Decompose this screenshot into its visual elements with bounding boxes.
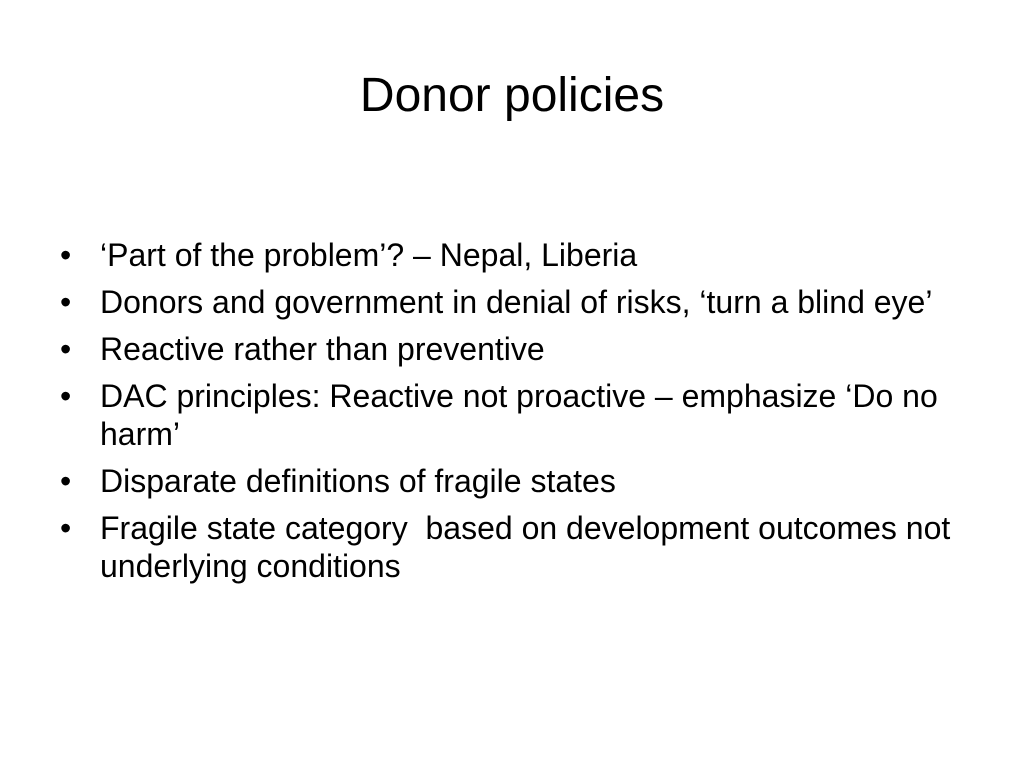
bullet-dot-icon: •: [60, 331, 72, 367]
bullet-item: [60, 462, 970, 500]
bullet-item: [60, 236, 970, 274]
bullet-text: Donors and government in denial of risks, ‘turn a blind eye’: [100, 284, 933, 320]
bullet-dot-icon: •: [60, 378, 72, 414]
bullet-dot-icon: •: [60, 237, 72, 273]
bullet-text: ‘Part of the problem’? – Nepal, Liberia: [100, 237, 638, 273]
bullet-item: [60, 330, 970, 368]
bullet-text: Disparate definitions of fragile states: [100, 463, 616, 499]
bullet-dot-icon: •: [60, 510, 72, 546]
bullet-item: [60, 283, 970, 321]
bullet-item: [60, 509, 970, 585]
bullet-text: Reactive rather than preventive: [100, 331, 545, 367]
bullet-list: [60, 236, 970, 594]
bullet-dot-icon: •: [60, 463, 72, 499]
bullet-text: DAC principles: Reactive not proactive – emphasize ‘Do no harm’: [100, 378, 947, 452]
bullet-item: [60, 377, 970, 453]
bullet-dot-icon: •: [60, 284, 72, 320]
bullet-text: Fragile state category based on development outcomes not underlying conditions: [100, 510, 960, 584]
slide-title: Donor policies: [359, 69, 665, 122]
